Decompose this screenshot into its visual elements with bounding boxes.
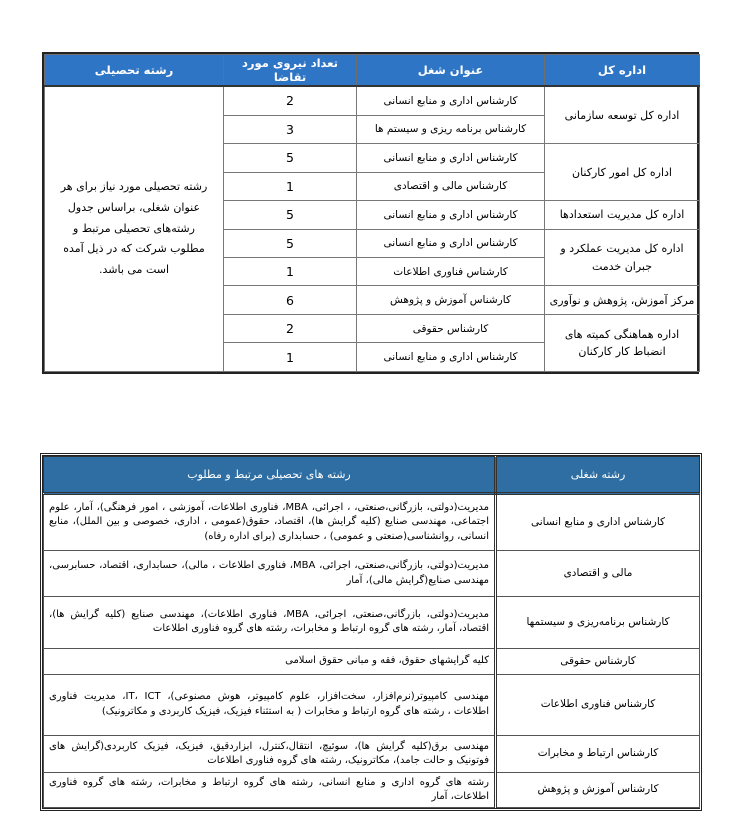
- count-cell: 6: [224, 286, 357, 314]
- related-majors-header-row: [44, 457, 700, 494]
- department-cell: اداره کل توسعه سازمانی: [545, 86, 700, 144]
- job-field-cell: کارشناس حقوقی: [496, 648, 700, 674]
- job-title-cell: کارشناس برنامه ریزی و سیستم ها: [357, 115, 545, 143]
- department-cell: اداره کل امور کارکنان: [545, 144, 700, 201]
- job-title-cell: کارشناس مالی و اقتصادی: [357, 172, 545, 200]
- related-majors-table: [40, 453, 702, 811]
- header-department: اداره کل: [545, 55, 700, 87]
- table-row: [44, 736, 700, 773]
- job-title-cell: کارشناس اداری و منابع انسانی: [357, 86, 545, 115]
- job-field-cell: کارشناس فناوری اطلاعات: [496, 674, 700, 736]
- majors-cell: کلیه گرایشهای حقوق، فقه و مبانی حقوق اسلامی: [44, 648, 496, 674]
- count-cell: 3: [224, 115, 357, 143]
- header-job-field: رشته شغلی: [496, 457, 700, 494]
- header-count: تعداد نیروی مورد تقاضا: [224, 55, 357, 87]
- count-cell: 1: [224, 258, 357, 286]
- job-field-cell: کارشناس آموزش و پژوهش: [496, 773, 700, 808]
- field-note-cell: رشته تحصیلی مورد نیاز برای هر عنوان شغلی، براساس جدول رشته‌های تحصیلی مرتبط و مطلوب شرکت که در ذیل آمده است می باشد.: [45, 86, 224, 372]
- table-row: [44, 674, 700, 736]
- majors-cell: مهندسی کامپیوتر(نرم‌افزار، سخت‌افزار، علوم کامپیوتر، هوش مصنوعی)، IT، ICT، مدیریت فناوری اطلاعات ، رشته های گروه ارتباط و مخابرات ( به استثناء فیزیک، فیزیک کاربردی و مکاترونیک): [44, 674, 496, 736]
- job-demand-table: [42, 52, 699, 374]
- table-row: [44, 551, 700, 596]
- job-title-cell: کارشناس اداری و منابع انسانی: [357, 229, 545, 257]
- table-row: [44, 596, 700, 648]
- job-field-cell: مالی و اقتصادی: [496, 551, 700, 596]
- department-cell: اداره کل مدیریت استعدادها: [545, 201, 700, 229]
- job-title-cell: کارشناس فناوری اطلاعات: [357, 258, 545, 286]
- count-cell: 2: [224, 314, 357, 342]
- department-cell: مرکز آموزش، پژوهش و نوآوری: [545, 286, 700, 314]
- table-row: [44, 773, 700, 808]
- header-majors: رشته های تحصیلی مرتبط و مطلوب: [44, 457, 496, 494]
- majors-cell: مدیریت(دولتی، بازرگانی،صنعتی، ، اجرائی، MBA، فناوری اطلاعات، آموزشی ، امور فرهنگی)، آمار، علوم اجتماعی، مهندسی صنایع (کلیه گرایش ها)، اقتصاد، حقوق(عمومی ، اداری، خصوصی و بین الملل)، منابع انسانی، روانشناسی(صنعتی و عمومی) ، حسابداری (برای اداره رفاه): [44, 494, 496, 551]
- job-demand-header-row: [45, 55, 700, 87]
- majors-cell: رشته های گروه اداری و منابع انسانی، رشته های گروه ارتباط و مخابرات، رشته های گروه فناوری اطلاعات، آمار: [44, 773, 496, 808]
- count-cell: 5: [224, 229, 357, 257]
- table-row: [44, 494, 700, 551]
- department-cell: اداره هماهنگی کمیته های انضباط کار کارکنان: [545, 314, 700, 371]
- header-field: رشته تحصیلی: [45, 55, 224, 87]
- header-job-title: عنوان شغل: [357, 55, 545, 87]
- count-cell: 5: [224, 144, 357, 172]
- count-cell: 1: [224, 172, 357, 200]
- job-field-cell: کارشناس اداری و منابع انسانی: [496, 494, 700, 551]
- job-title-cell: کارشناس اداری و منابع انسانی: [357, 144, 545, 172]
- job-title-cell: کارشناس اداری و منابع انسانی: [357, 201, 545, 229]
- majors-cell: مدیریت(دولتی، بازرگانی،صنعتی، اجرائی، MBA، فناوری اطلاعات ، مالی)، حسابداری، اقتصاد، حسابرسی، مهندسی صنایع(گرایش مالی)، آمار: [44, 551, 496, 596]
- table-row: [44, 648, 700, 674]
- job-field-cell: کارشناس ارتباط و مخابرات: [496, 736, 700, 773]
- table-row: [45, 86, 700, 115]
- count-cell: 2: [224, 86, 357, 115]
- count-cell: 5: [224, 201, 357, 229]
- count-cell: 1: [224, 343, 357, 372]
- job-title-cell: کارشناس حقوقی: [357, 314, 545, 342]
- majors-cell: مهندسی برق(کلیه گرایش ها)، سوئیچ، انتقال،کنترل، ابزاردقیق، فیزیک، فیزیک کاربردی(گرایش های فوتونیک و حالت جامد)، مکاترونیک، رشته های گروه فناوری اطلاعات: [44, 736, 496, 773]
- department-cell: اداره کل مدیریت عملکرد و جبران خدمت: [545, 229, 700, 286]
- job-title-cell: کارشناس آموزش و پژوهش: [357, 286, 545, 314]
- job-field-cell: کارشناس برنامه‌ریزی و سیستمها: [496, 596, 700, 648]
- job-title-cell: کارشناس اداری و منابع انسانی: [357, 343, 545, 372]
- majors-cell: مدیریت(دولتی، بازرگانی،صنعتی، اجرائی، MBA، فناوری اطلاعات)، مهندسی صنایع (کلیه گرایش ها)، اقتصاد، آمار، رشته های گروه ارتباط و مخابرات، رشته های گروه فناوری اطلاعات: [44, 596, 496, 648]
